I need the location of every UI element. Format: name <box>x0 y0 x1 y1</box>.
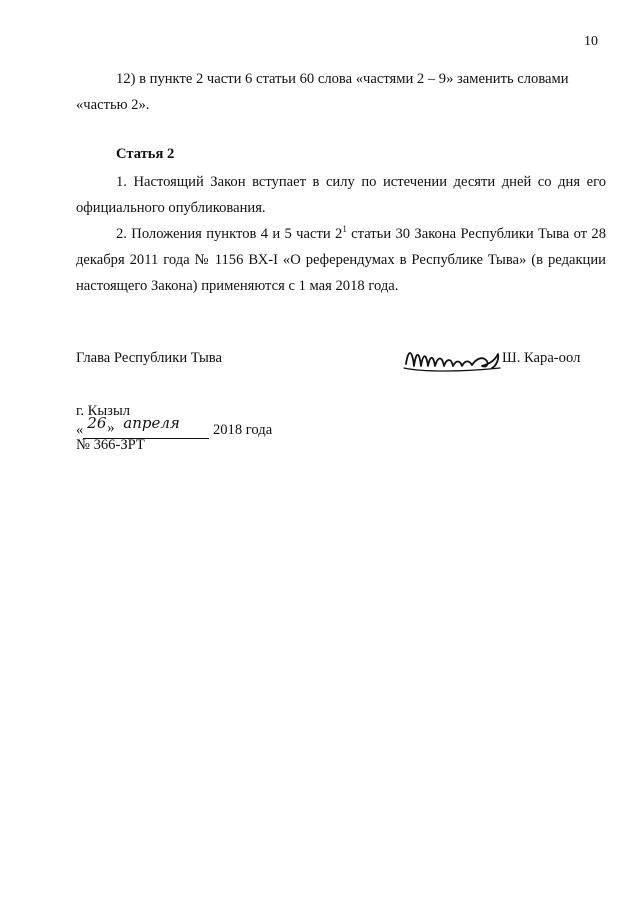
article-2-paragraph-2-part2: статьи 30 Закона Республики Тыва от 28 декабря 2011 года № 1156 ВХ-I «О референдумах в Республике Тыва» (в редакции настоящего Закона) применяются с 1 мая 2018 года. <box>76 226 606 294</box>
article-2-body <box>76 169 606 299</box>
place-of-signing: г. Кызыл <box>76 403 131 419</box>
signer-name: Ш. Кара-оол <box>502 350 581 366</box>
handwritten-month: апреля <box>123 414 180 432</box>
date-close-quote: » <box>107 420 115 436</box>
signer-title: Глава Республики Тыва <box>76 350 222 366</box>
article-2-paragraph-2 <box>76 221 606 299</box>
article-2-paragraph-1: 1. Настоящий Закон вступает в силу по истечении десяти дней со дня его официального опубликования. <box>76 174 606 216</box>
item-12-block <box>76 66 606 118</box>
page-number: 10 <box>584 34 598 49</box>
item-12-line2 <box>76 92 606 118</box>
handwritten-day: 26 <box>87 414 107 432</box>
article-heading: Статья 2 <box>116 146 175 162</box>
article-2-paragraph-2-part1: 2. Положения пунктов 4 и 5 части 2 <box>116 226 343 242</box>
date-year: 2018 года <box>212 422 273 438</box>
item-12-line1-text: 12) в пункте 2 части 6 статьи 60 слова «частями 2 – 9» заменить словами <box>116 71 569 87</box>
item-12-line2-text: «частью 2». <box>76 97 150 113</box>
item-12-line1 <box>76 66 606 92</box>
handwritten-signature <box>402 338 504 378</box>
law-number: № 366-ЗРТ <box>76 437 145 453</box>
superscript-index: 1 <box>342 224 347 234</box>
date-open-quote: « <box>76 422 84 438</box>
